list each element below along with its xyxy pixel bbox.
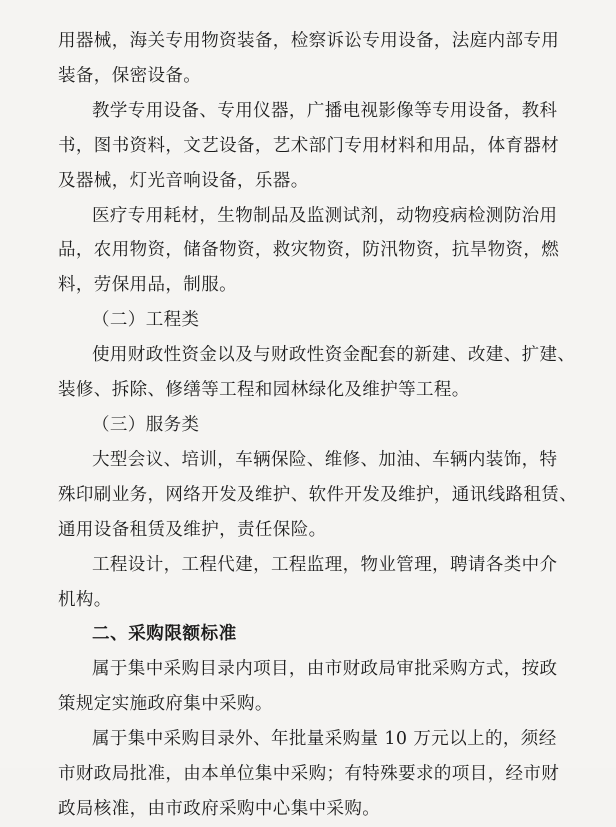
text-run: 工程设计，工程代建，工程监理，物业管理，聘请各类中介 — [92, 554, 558, 575]
text-line — [58, 408, 572, 443]
text-line: 机构。 — [58, 589, 112, 610]
text-run: 属于集中采购目录外、年批量采购量 10 万元以上的，须经 — [92, 729, 557, 750]
text-line — [58, 94, 572, 129]
text-run: （三）服务类 — [92, 414, 200, 435]
text-line — [58, 617, 572, 652]
text-line: 市财政局批准，由本单位集中采购；有特殊要求的项目，经市财 — [58, 764, 560, 785]
section-heading — [58, 617, 572, 652]
text-line — [58, 199, 572, 234]
text-line: 料，劳保用品，制服。 — [58, 275, 237, 296]
body-paragraph — [58, 94, 572, 199]
text-line: 及器械，灯光音响设备，乐器。 — [58, 170, 309, 191]
text-run: 使用财政性资金以及与财政性资金配套的新建、改建、扩建、 — [92, 345, 576, 366]
subsection-heading — [58, 408, 572, 443]
text-line: 书，图书资料，文艺设备，艺术部门专用材料和用品，体育器材 — [58, 135, 560, 156]
text-run: 大型会议、培训，车辆保险、维修、加油、车辆内装饰，特 — [92, 449, 558, 470]
body-paragraph — [58, 652, 572, 722]
text-line: 殊印刷业务，网络开发及维护、软件开发及维护，通讯线路租赁、 — [58, 484, 578, 505]
text-run: 二、采购限额标准 — [92, 624, 237, 645]
body-paragraph — [58, 443, 578, 548]
text-run: 医疗专用耗材，生物制品及监测试剂，动物疫病检测防治用 — [92, 205, 558, 226]
text-line — [58, 722, 572, 757]
text-line: 政局核准，由市政府采购中心集中采购。 — [58, 798, 381, 819]
text-line: 用器械，海关专用物资装备，检察诉讼专用设备，法庭内部专用 — [58, 31, 560, 51]
text-line: 装备，保密设备。 — [58, 65, 202, 86]
document-body — [58, 24, 578, 827]
text-line: 通用设备租赁及维护，责任保险。 — [58, 519, 327, 540]
text-line — [58, 303, 572, 338]
text-line — [58, 548, 572, 583]
body-paragraph — [58, 548, 572, 618]
body-paragraph — [58, 338, 576, 408]
text-run: 属于集中采购目录内项目，由市财政局审批采购方式，按政 — [92, 659, 558, 680]
text-line — [58, 443, 572, 478]
text-line: 品，农用物资，储备物资，救灾物资，防汛物资，抗旱物资，燃 — [58, 240, 560, 261]
text-line — [58, 338, 576, 373]
subsection-heading — [58, 303, 572, 338]
body-paragraph — [58, 199, 572, 304]
text-line — [58, 652, 572, 687]
text-line: 装修、拆除、修缮等工程和园林绿化及维护等工程。 — [58, 380, 470, 401]
text-run: （二）工程类 — [92, 310, 200, 331]
text-line: 策规定实施政府集中采购。 — [58, 694, 273, 715]
body-paragraph — [58, 24, 572, 94]
text-run: 教学专用设备、专用仪器，广播电视影像等专用设备，教科 — [92, 100, 558, 121]
body-paragraph — [58, 722, 572, 827]
